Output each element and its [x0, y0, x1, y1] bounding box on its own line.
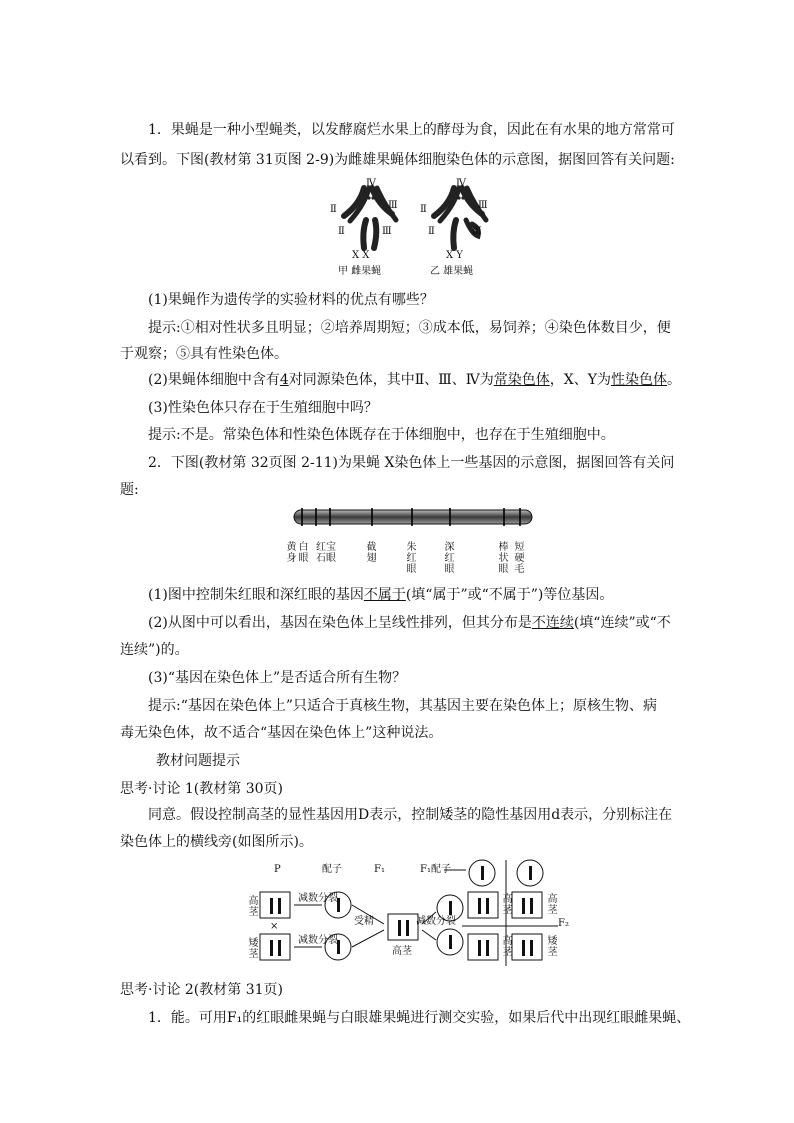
cross-F2-tall-2: 高茎 — [502, 894, 513, 916]
female-karyotype — [344, 188, 396, 248]
q2-sub1-answer: (1)图中控制朱红眼和深红眼的基因不属于(填“属于”或“不属于”)等位基因。 — [148, 587, 614, 603]
answer-blank-4: 4 — [279, 372, 289, 388]
gene-carmine-eye: 深红眼 — [444, 542, 455, 575]
q2-sub3-question: (3)“基因在染色体上”是否适合所有生物？ — [148, 670, 407, 686]
male-caption: 乙 雄果蝇 — [430, 266, 474, 277]
gene-bar-eye: 棒状眼 — [498, 542, 509, 575]
gene-yellow-body: 黄身 — [286, 542, 297, 564]
cross-meiosis-1: 减数分裂 — [298, 893, 338, 904]
cross-F2-tall-3: 高茎 — [502, 936, 513, 958]
q1-sub3-answer: 提示:不是。常染色体和性染色体既存在于体细胞中，也存在于生殖细胞中。 — [148, 427, 615, 443]
cross-gamete-label: 配子 — [322, 864, 342, 875]
answer-blank-autosome: 常染色体 — [493, 372, 550, 388]
gene-white-eye: 白眼 — [298, 542, 309, 564]
cross-F2-label: F₂ — [558, 918, 569, 929]
male-label-II-left: Ⅱ — [420, 204, 427, 215]
cross-meiosis-2: 减数分裂 — [298, 935, 338, 946]
female-label-III-right: Ⅲ — [388, 200, 398, 211]
male-label-III-right: Ⅲ — [478, 200, 488, 211]
cross-P-short: 矮茎 — [248, 938, 259, 960]
q1-sub2-answer: (2)果蝇体细胞中含有4对同源染色体，其中Ⅱ、Ⅲ、Ⅳ为常染色体，X、Y为性染色体。 — [148, 372, 681, 388]
cross-fertilization: 受精 — [354, 916, 374, 927]
female-label-II-left: Ⅱ — [330, 204, 337, 215]
cross-F2-tall-1: 高茎 — [547, 894, 558, 916]
textbook-heading: 教材问题提示 — [156, 753, 240, 769]
male-label-II-low: Ⅱ — [428, 226, 435, 237]
q1-intro-line1: 1．果蝇是一种小型蝇类，以发酵腐烂水果上的酵母为食，因此在有水果的地方常常可 — [148, 122, 675, 138]
q2-intro-line1: 2．下图(教材第 32页图 2-11)为果蝇 X染色体上一些基因的示意图，据图回答有关问 — [148, 455, 675, 471]
cross-F1-label: F₁ — [374, 864, 385, 875]
discussion-1-line1: 同意。假设控制高茎的显性基因用D表示，控制矮茎的隐性基因用d表示，分别标注在 — [148, 807, 673, 823]
cross-F1-gamete-label: F₁配子 — [420, 864, 451, 875]
female-caption: 甲 雌果蝇 — [338, 266, 382, 277]
q2-intro-line2: 题: — [120, 482, 139, 498]
q1-sub3-question: (3)性染色体只存在于生殖细胞中吗？ — [148, 400, 378, 416]
cross-F2-short: 矮茎 — [547, 936, 558, 958]
male-label-III-low: Ⅲ — [472, 226, 482, 237]
discussion-2-line1: 1．能。可用F₁的红眼雌果蝇与白眼雄果蝇进行测交实验，如果后代中出现红眼雌果蝇、 — [148, 1010, 691, 1026]
male-sex-chromosomes: X Y — [446, 250, 463, 261]
female-label-III-low: Ⅲ — [382, 226, 392, 237]
gene-cut-wing: 截翅 — [366, 542, 377, 564]
female-label-IV: Ⅳ — [366, 178, 376, 189]
cross-meiosis-3: 减数分裂 — [416, 916, 456, 927]
q1-sub1-answer-line2: 于观察；⑤具有性染色体。 — [120, 346, 288, 362]
q2-sub3-answer-line1: 提示:“基因在染色体上”只适合于真核生物，其基因主要在染色体上；原核生物、病 — [148, 698, 658, 714]
female-label-II-low: Ⅱ — [338, 226, 345, 237]
male-karyotype — [434, 188, 486, 248]
cross-P-tall: 高茎 — [248, 896, 259, 918]
q2-sub2-answer-line1: (2)从图中可以看出，基因在染色体上呈线性排列，但其分布是不连续(填“连续”或“不 — [148, 615, 671, 631]
answer-blank-discontinuous: 不连续 — [531, 615, 574, 631]
gene-ruby-eye: 红宝石眼 — [316, 542, 336, 564]
discussion-2-title: 思考·讨论 2(教材第 31页) — [120, 982, 283, 998]
q2-sub3-answer-line2: 毒无染色体，故不适合“基因在染色体上”这种说法。 — [120, 725, 443, 741]
q1-sub1-answer-line1: 提示:①相对性状多且明显；②培养周期短；③成本低，易饲养；④染色体数目少，便 — [148, 320, 671, 336]
cross-sign: × — [270, 921, 279, 932]
q2-sub2-answer-line2: 连续”)的。 — [120, 642, 189, 658]
discussion-1-title: 思考·讨论 1(教材第 30页) — [120, 781, 283, 797]
cross-P-label: P — [274, 864, 281, 875]
answer-blank-not-allelic: 不属于 — [363, 587, 406, 603]
x-chromosome-map — [292, 506, 536, 528]
gene-short-bristle: 短硬毛 — [514, 542, 525, 575]
cross-F1-tall: 高茎 — [392, 946, 412, 957]
gene-vermilion-eye: 朱红眼 — [406, 542, 417, 575]
q1-sub1-question: (1)果蝇作为遗传学的实验材料的优点有哪些？ — [148, 292, 434, 308]
female-sex-chromosomes: X X — [352, 250, 370, 261]
male-label-IV: Ⅳ — [456, 178, 466, 189]
answer-blank-sex-chromosome: 性染色体 — [611, 372, 667, 388]
discussion-1-line2: 染色体上的横线旁(如图所示)。 — [120, 834, 313, 850]
q1-intro-line2: 以看到。下图(教材第 31页图 2-9)为雌雄果蝇体细胞染色体的示意图，据图回答有关问题: — [120, 152, 675, 168]
